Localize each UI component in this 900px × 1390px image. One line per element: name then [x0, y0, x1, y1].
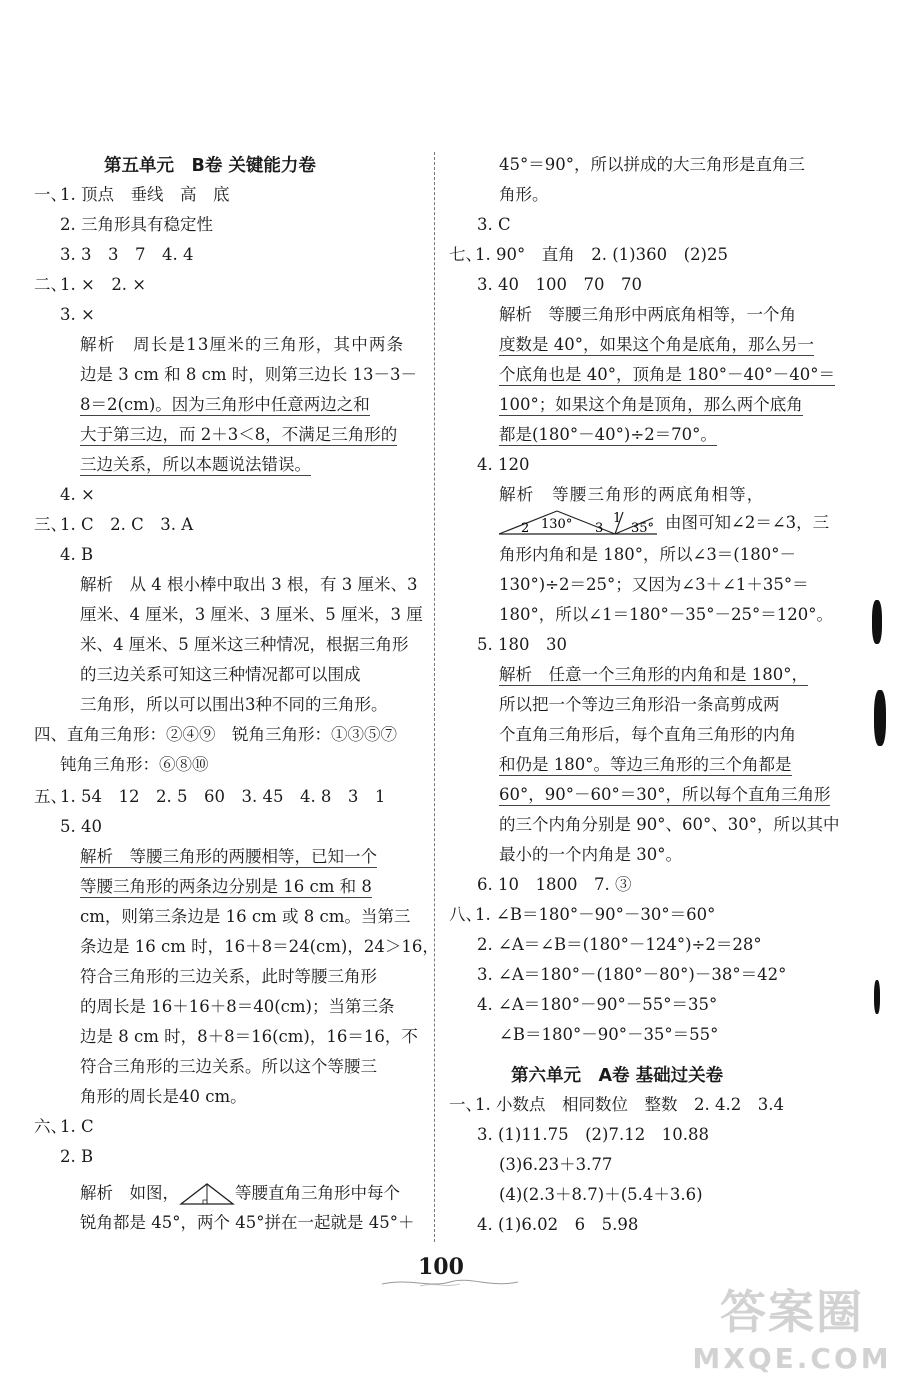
underlined-text: 60°，90°－60°＝30°，所以每个直角三角形	[499, 785, 831, 804]
underlined-text: 解析 等腰三角形的两腰相等，已知一个	[80, 847, 377, 866]
section-8-label: 八、	[449, 905, 482, 924]
answer-8-4a: 4. ∠A＝180°－90°－55°＝35°	[477, 995, 718, 1014]
explanation-line: 解析 等腰三角形的两底角相等，	[499, 485, 765, 504]
explanation-line	[499, 364, 835, 386]
explanation-line	[499, 424, 717, 446]
underlined-text: 8＝2(cm)。因为三角形中任意两边之和	[80, 395, 370, 414]
explanation-line: 的三边关系可知这三种情况都可以围成	[80, 665, 361, 684]
explanation-line: cm，则第三条边是 16 cm 或 8 cm。当第三	[80, 907, 411, 926]
explanation-line: 锐角都是 45°，两个 45°拼在一起就是 45°＋	[80, 1213, 415, 1232]
scan-smudge	[872, 600, 882, 644]
explanation-line	[499, 784, 830, 806]
answer-6-1: 1. C	[60, 1117, 94, 1136]
unit6-answer-1: 1. 小数点 相同数位 整数 2. 4.2 3.4	[475, 1095, 784, 1114]
figure-label-3: 3	[595, 521, 604, 536]
answer-6-2: 2. B	[60, 1147, 94, 1166]
page-number: 100	[418, 1254, 464, 1280]
figure-label-2: 2	[521, 521, 530, 536]
explanation-line	[80, 424, 397, 446]
isosceles-right-triangle-figure	[179, 1182, 235, 1206]
explanation-text: 解析 如图，	[80, 1183, 179, 1203]
underlined-text: 三边关系，所以本题说法错误。	[80, 455, 311, 474]
section-7-label: 七、	[449, 245, 482, 264]
answer-5-5: 5. 40	[60, 817, 102, 836]
explanation-line	[499, 334, 814, 356]
unit6-answer-4: 4. (1)6.02 6 5.98	[477, 1215, 639, 1234]
answer-8-4b: ∠B＝180°－90°－35°＝55°	[499, 1025, 719, 1044]
explanation-line: 米、4 厘米、5 厘米这三种情况，根据三角形	[80, 635, 409, 654]
explanation-line: 的三个内角分别是 90°、60°、30°，所以其中	[499, 815, 840, 834]
angle-diagram-figure	[497, 508, 659, 536]
unit6-answer-3a: 3. (1)11.75 (2)7.12 10.88	[477, 1125, 709, 1144]
answer-4-line1: 四、直角三角形：②④⑨ 锐角三角形：①③⑤⑦	[34, 725, 397, 744]
explanation-line	[80, 846, 377, 868]
figure-label-35: 35°	[631, 521, 655, 536]
answer-2-1: 1. × 2. ×	[60, 275, 147, 294]
explanation-line: 所以把一个等边三角形沿一条高剪成两	[499, 695, 780, 714]
explanation-line: 边是 8 cm 时，8＋8＝16(cm)，16＝16，不	[80, 1027, 418, 1046]
explanation-line: 条边是 16 cm 时，16＋8＝24(cm)，24＞16，	[80, 937, 439, 956]
explanation-line: 180°，所以∠1＝180°－35°－25°＝120°。	[499, 605, 834, 624]
answer-1-3: 3. 3 3 7 4. 4	[60, 245, 194, 264]
answer-7-4: 4. 120	[477, 455, 530, 474]
answer-7-6: 6. 10 1800 7. ③	[477, 875, 632, 894]
figure-label-130: 130°	[541, 517, 573, 532]
explanation-line	[80, 1182, 400, 1206]
explanation-line: 由图可知∠2＝∠3，三	[665, 513, 830, 532]
underlined-text: 100°；如果这个角是顶角，那么两个底角	[499, 395, 803, 414]
answer-8-3: 3. ∠A＝180°－(180°－80°)－38°＝42°	[477, 965, 787, 984]
unit6-heading: 第六单元 A卷 基础过关卷	[511, 1066, 724, 1086]
explanation-line: 角形的周长是40 cm。	[80, 1087, 247, 1106]
answer-6-3: 3. C	[477, 215, 511, 234]
column-divider	[434, 152, 435, 1242]
explanation-text: 等腰直角三角形中每个	[235, 1183, 400, 1203]
unit6-section-1-label: 一、	[449, 1095, 482, 1114]
explanation-line	[80, 876, 372, 898]
explanation-line: 解析 从 4 根小棒中取出 3 根，有 3 厘米、3	[80, 575, 418, 594]
underlined-text: 度数是 40°，如果这个角是底角，那么另一	[499, 335, 814, 354]
underlined-text: 个底角也是 40°，顶角是 180°－40°－40°＝	[499, 365, 835, 384]
scan-smudge	[874, 690, 886, 746]
explanation-line: 符合三角形的三边关系。所以这个等腰三	[80, 1057, 377, 1076]
explanation-line	[80, 394, 370, 416]
answer-8-1: 1. ∠B＝180°－90°－30°＝60°	[475, 905, 716, 924]
underlined-text: 大于第三边，而 2＋3＜8，不满足三角形的	[80, 425, 398, 444]
answer-7-3: 3. 40 100 70 70	[477, 275, 642, 294]
underlined-text: 等腰三角形的两条边分别是 16 cm 和 8	[80, 877, 372, 896]
section-5-label: 五、	[34, 787, 67, 806]
watermark-url: MXQE.COM	[692, 1342, 892, 1375]
explanation-line: 的周长是 16＋16＋8＝40(cm)；当第三条	[80, 997, 395, 1016]
answer-3-4: 4. B	[60, 545, 94, 564]
explanation-line: 个直角三角形后，每个直角三角形的内角	[499, 725, 796, 744]
page-ornament-icon	[380, 1276, 520, 1290]
watermark-logo-text: 答案圈	[720, 1285, 864, 1339]
explanation-line: 解析 周长是13厘米的三角形，其中两条	[80, 335, 405, 354]
answer-1-1: 1. 顶点 垂线 高 底	[60, 185, 230, 204]
explanation-line: 角形内角和是 180°，所以∠3＝(180°－	[499, 545, 796, 564]
unit5-heading: 第五单元 B卷 关键能力卷	[104, 156, 316, 176]
underlined-text: 解析 任意一个三角形的内角和是 180°，	[499, 665, 808, 684]
answer-8-2: 2. ∠A＝∠B＝(180°－124°)÷2＝28°	[477, 935, 762, 954]
unit6-answer-3c: (4)(2.3＋8.7)＋(5.4＋3.6)	[499, 1185, 703, 1204]
explanation-line: 45°＝90°，所以拼成的大三角形是直角三	[499, 155, 805, 174]
explanation-line	[499, 664, 808, 686]
explanation-line	[80, 454, 311, 476]
answer-4-line2: 钝角三角形：⑥⑧⑩	[60, 755, 209, 774]
answer-7-5: 5. 180 30	[477, 635, 567, 654]
underlined-text: 都是(180°－40°)÷2＝70°。	[499, 425, 717, 444]
explanation-line: 边是 3 cm 和 8 cm 时，则第三边长 13－3－	[80, 365, 417, 384]
section-2-label: 二、	[34, 275, 67, 294]
explanation-line: 解析 等腰三角形中两底角相等，一个角	[499, 305, 796, 324]
watermark	[692, 1276, 892, 1386]
answer-3-1: 1. C 2. C 3. A	[60, 515, 194, 534]
answer-5-1: 1. 54 12 2. 5 60 3. 45 4. 8 3 1	[60, 787, 386, 806]
explanation-line: 三角形，所以可以围出3种不同的三角形。	[80, 695, 388, 714]
answer-2-3: 3. ×	[60, 305, 95, 324]
section-1-label: 一、	[34, 185, 67, 204]
answer-2-4: 4. ×	[60, 485, 95, 504]
explanation-line: 130°)÷2＝25°；又因为∠3＋∠1＋35°＝	[499, 575, 809, 594]
section-6-label: 六、	[34, 1117, 67, 1136]
answer-7-1: 1. 90° 直角 2. (1)360 (2)25	[475, 245, 728, 264]
explanation-line: 厘米、4 厘米，3 厘米、3 厘米、5 厘米，3 厘	[80, 605, 423, 624]
figure-label-1: 1	[613, 511, 622, 526]
explanation-line: 角形。	[499, 185, 549, 204]
section-3-label: 三、	[34, 515, 67, 534]
explanation-line	[499, 394, 803, 416]
explanation-line: 最小的一个内角是 30°。	[499, 845, 682, 864]
scan-smudge	[874, 980, 880, 1014]
unit6-answer-3b: (3)6.23＋3.77	[499, 1155, 613, 1174]
underlined-text: 和仍是 180°。等边三角形的三个角都是	[499, 755, 792, 774]
explanation-line	[499, 754, 792, 776]
answer-1-2: 2. 三角形具有稳定性	[60, 215, 213, 234]
explanation-line: 符合三角形的三边关系，此时等腰三角形	[80, 967, 377, 986]
